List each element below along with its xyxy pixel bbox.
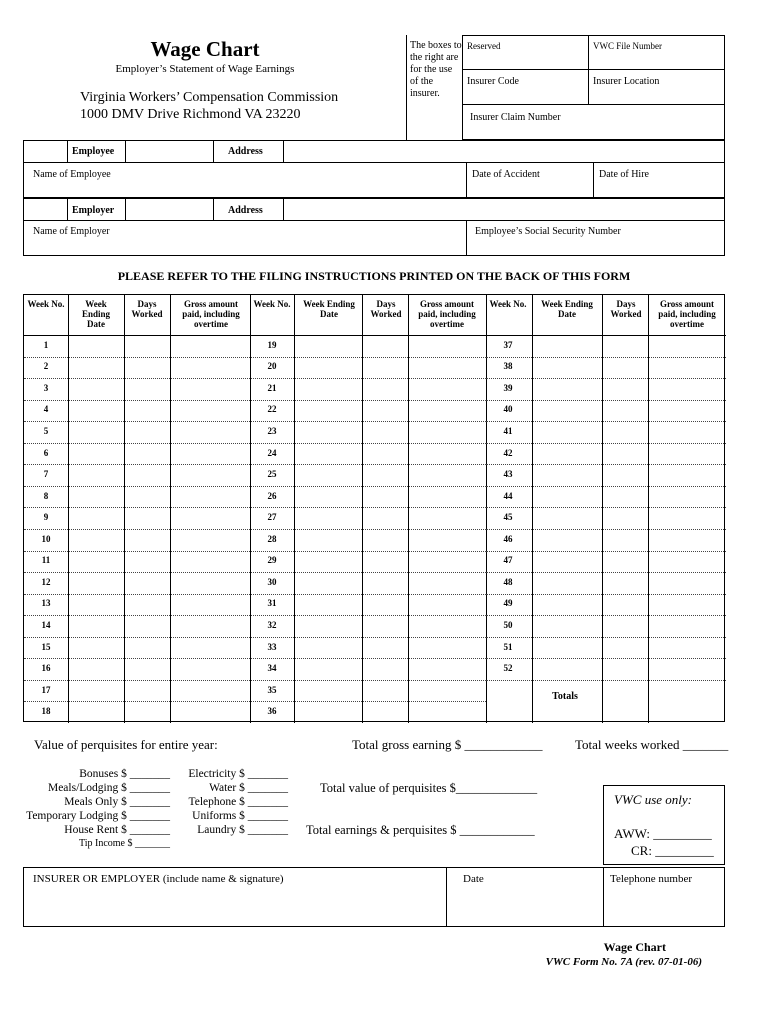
perquisite-field[interactable]: Uniforms $ _______ [192,810,288,822]
perquisites-label: Value of perquisites for entire year: [34,737,218,752]
week-number: 34 [267,663,277,674]
week-number: 42 [503,447,513,458]
header-week-ending: Week Ending Date [81,299,111,329]
employee-address-tab: Address [228,146,263,157]
week-number: 22 [267,404,277,415]
perquisite-field[interactable]: Laundry $ _______ [197,824,288,836]
header-days-worked: Days Worked [131,299,163,319]
header-week-no: Week No. [489,299,527,309]
perquisite-field[interactable]: Temporary Lodging $ _______ [26,810,170,822]
employee-name-field[interactable]: Name of Employee [33,169,111,180]
week-number: 13 [41,598,51,609]
week-number: 24 [267,447,277,458]
week-number: 18 [41,706,51,717]
week-number: 32 [267,620,277,630]
week-number: 11 [41,555,51,566]
week-number: 15 [41,641,51,652]
insurer-employer-signature-field[interactable]: INSURER OR EMPLOYER (include name & signature) [33,873,284,885]
insurer-note: The boxes to the right are for the use of the insurer. [410,40,462,99]
week-number: 45 [503,512,513,523]
week-number: 5 [43,426,49,436]
employer-name-field[interactable]: Name of Employer [33,226,110,237]
week-number: 33 [267,641,277,652]
perquisite-field[interactable]: Tip Income $ _______ [78,838,170,849]
header-gross-amount: Gross amount paid, including overtime [418,299,476,329]
week-number: 25 [267,469,277,480]
week-number: 48 [503,576,513,587]
header-gross-amount: Gross amount paid, including overtime [182,299,240,329]
week-number: 26 [267,490,277,501]
reserved-field[interactable]: Reserved [467,41,501,51]
week-number: 41 [503,426,513,436]
signature-date-field[interactable]: Date [463,873,484,885]
week-number: 46 [503,533,513,544]
week-number: 39 [503,382,513,393]
perquisite-field[interactable]: Telephone $ _______ [188,796,288,808]
week-number: 28 [267,533,277,544]
header-gross-amount: Gross amount paid, including overtime [658,299,716,329]
insurer-code-field[interactable]: Insurer Code [467,76,519,87]
week-number: 20 [267,361,277,372]
form-number: VWC Form No. 7A (rev. 07-01-06) [545,956,702,968]
week-number: 52 [503,663,513,674]
week-number: 3 [43,382,49,393]
vwc-file-number-field[interactable]: VWC File Number [593,41,662,51]
week-number: 43 [503,469,513,480]
total-perquisites-field[interactable]: Total value of perquisites $_____________ [320,781,538,795]
week-number: 44 [503,490,513,501]
employee-ssn-field[interactable]: Employee’s Social Security Number [475,226,621,237]
week-number: 10 [41,533,51,544]
perquisite-field[interactable]: Water $ _______ [209,782,288,794]
telephone-number-field[interactable]: Telephone number [610,873,693,885]
header-days-worked: Days Worked [610,299,642,319]
week-number: 31 [267,598,277,609]
week-number: 36 [267,706,277,717]
week-number: 2 [43,361,49,372]
total-gross-earning-field[interactable]: Total gross earning $ ____________ [352,737,543,752]
week-number: 29 [267,555,277,566]
week-number: 35 [267,684,277,695]
date-of-hire-field[interactable]: Date of Hire [599,169,649,180]
week-number: 6 [43,447,49,458]
week-number: 12 [41,576,51,587]
vwc-use-label: VWC use only: [614,792,692,807]
week-number: 4 [43,404,49,415]
header-week-no: Week No. [253,299,291,309]
week-number: 27 [267,512,277,523]
week-number: 40 [503,404,513,415]
week-number: 23 [267,426,277,436]
date-of-accident-field[interactable]: Date of Accident [472,169,540,180]
week-number: 17 [41,684,51,695]
week-number: 30 [267,576,277,587]
week-number: 9 [43,512,49,523]
week-number: 38 [503,361,513,372]
agency-name: Virginia Workers’ Compensation Commission [80,90,339,105]
perquisite-field[interactable]: House Rent $ _______ [64,824,170,836]
perquisite-field[interactable]: Bonuses $ _______ [79,768,170,780]
totals-label: Totals [552,691,578,702]
week-number: 8 [43,490,49,501]
agency-address: 1000 DMV Drive Richmond VA 23220 [80,107,301,122]
perquisite-field[interactable]: Meals/Lodging $ _______ [47,782,170,794]
perquisite-field[interactable]: Electricity $ _______ [188,768,288,780]
form-title: Wage Chart [150,37,260,61]
week-number: 1 [43,339,49,350]
week-number: 14 [41,620,51,630]
insurer-claim-number-field[interactable]: Insurer Claim Number [470,112,561,123]
total-earnings-perquisites-field[interactable]: Total earnings & perquisites $ ____________ [306,823,535,837]
form-subtitle: Employer’s Statement of Wage Earnings [115,63,295,75]
total-weeks-worked-field[interactable]: Total weeks worked _______ [575,737,729,752]
perquisite-field[interactable]: Meals Only $ _______ [64,796,170,808]
week-number: 49 [503,598,513,609]
header-days-worked: Days Worked [370,299,402,319]
header-week-ending: Week Ending Date [541,299,593,319]
perquisites-left-list [20,767,170,851]
week-number: 37 [503,339,513,350]
filing-instructions: PLEASE REFER TO THE FILING INSTRUCTIONS PRINTED ON THE BACK OF THIS FORM [117,269,631,283]
cr-field[interactable]: CR: _________ [631,843,714,858]
wage-table [23,294,725,722]
insurer-location-field[interactable]: Insurer Location [593,76,660,87]
perquisites-right-list [170,767,288,837]
employer-tab: Employer [72,205,115,216]
footer-title: Wage Chart [603,940,666,954]
week-number: 19 [267,339,277,350]
header-week-no: Week No. [27,299,65,309]
week-number: 51 [503,641,513,652]
week-number: 7 [43,469,49,480]
header-week-ending: Week Ending Date [303,299,355,319]
week-number: 16 [41,663,51,674]
week-number: 47 [503,555,513,566]
week-number: 50 [503,620,513,630]
aww-field[interactable]: AWW: _________ [614,826,712,841]
week-number: 21 [267,382,277,393]
employee-tab: Employee [72,146,115,157]
employer-address-tab: Address [228,205,263,216]
